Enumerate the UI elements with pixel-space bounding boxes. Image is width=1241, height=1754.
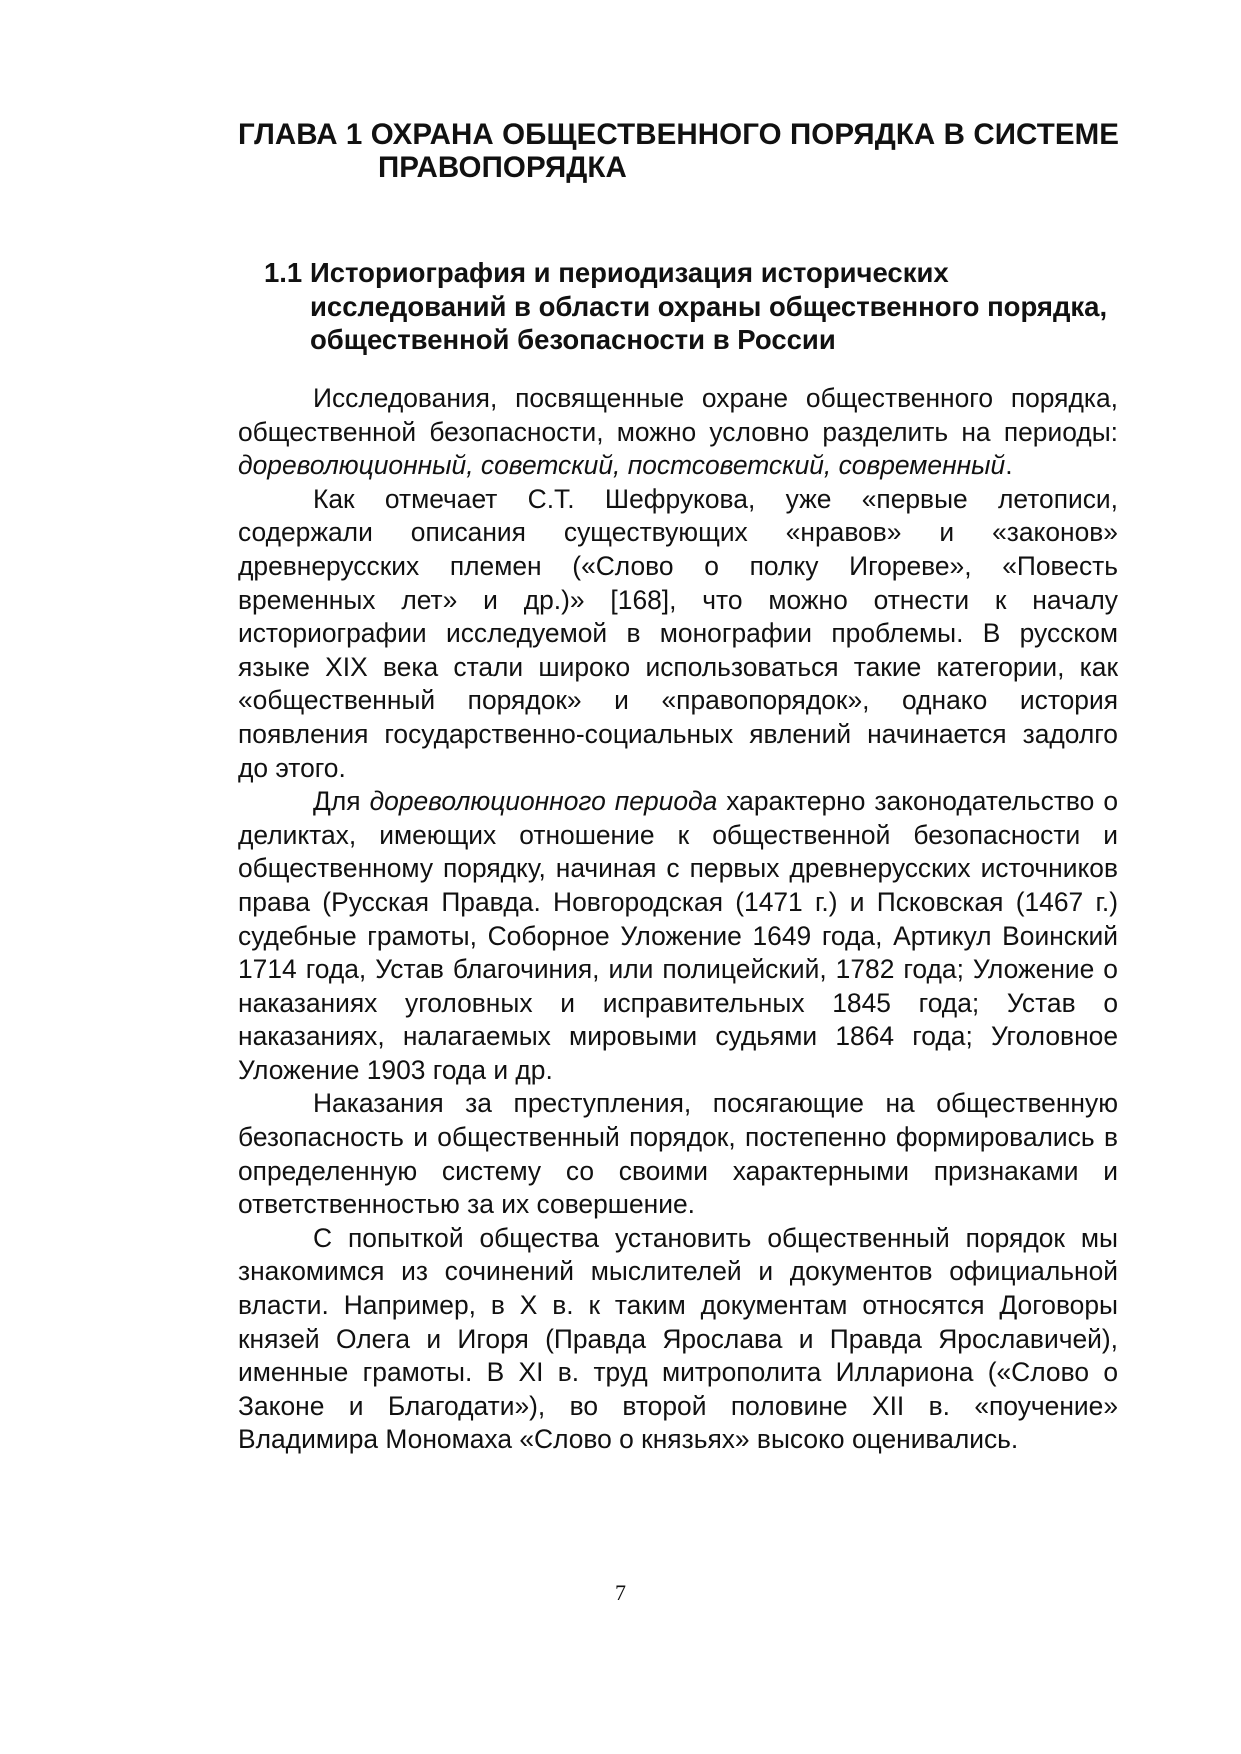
- chapter-title-line-1: ГЛАВА 1 ОХРАНА ОБЩЕСТВЕННОГО ПОРЯДКА В СИСТЕМЕ: [238, 118, 1120, 151]
- paragraph-1-periods: дореволюционный, советский, постсоветский, современный: [238, 450, 1006, 481]
- chapter-title-line-2: ПРАВОПОРЯДКА: [378, 151, 627, 184]
- section-title: Историография и периодизация исторических исследований в области охраны общественного порядка, общественной безопасности в России: [310, 257, 1108, 355]
- section-heading: [264, 256, 1128, 357]
- chapter-title: [238, 118, 1138, 184]
- paragraph-4: Наказания за преступления, посягающие на общественную безопасность и общественный порядок, постепенно формировались в определенную систему со своими характерными признаками и ответственностью за их совершение.: [238, 1088, 1118, 1220]
- paragraph-1-end: .: [1005, 450, 1013, 481]
- paragraph-1-start: Исследования, посвященные охране общественного порядка, общественной безопасности, можно условно разделить на периоды:: [238, 383, 1118, 447]
- body-text: [238, 382, 1118, 1457]
- paragraph-5: С попыткой общества установить общественный порядок мы знакомимся из сочинений мыслителей и документов официальной власти. Например, в X в. к таким документам относятся Договоры князей Олега и Игоря (Правда Ярослава и Правда Ярославичей), именные грамоты. В XI в. труд митрополита Иллариона («Слово о Законе и Благодати»), во второй половине XII в. «поучение» Владимира Мономаха «Слово о князьях» высоко оценивались.: [238, 1222, 1118, 1455]
- paragraph-3-period: дореволюционного периода: [369, 786, 718, 817]
- paragraph-3: [238, 785, 1118, 1087]
- paragraph-3-end: характерно законодательство о деликтах, имеющих отношение к общественной безопасности и общественному порядку, начиная с первых древнерусских источников права (Русская Правда. Новгородская (1471 г.) и Псковская (1467 г.) судебные грамоты, Соборное Уложение 1649 года, Артикул Воинский 1714 года, Устав благочиния, или полицейский, 1782 года; Уложение о наказаниях уголовных и исправительных 1845 года; Устав о наказаниях, налагаемых мировыми судьями 1864 года; Уголовное Уложение 1903 года и др.: [238, 786, 1118, 1085]
- paragraph-1: [238, 382, 1118, 483]
- section-number: 1.1: [264, 257, 303, 288]
- paragraph-3-start: Для: [313, 786, 370, 817]
- paragraph-2: Как отмечает С.Т. Шефрукова, уже «первые летописи, содержали описания существующих «нравов» и «законов» древнерусских племен («Слово о полку Игореве», «Повесть временных лет» и др.)» [168], что можно отнести к началу историографии исследуемой в монографии проблемы. В русском языке XIX века стали широко использоваться такие категории, как «общественный порядок» и «правопорядок», однако история появления государственно-социальных явлений начинается задолго до этого.: [238, 483, 1118, 783]
- page-number: 7: [615, 1580, 626, 1605]
